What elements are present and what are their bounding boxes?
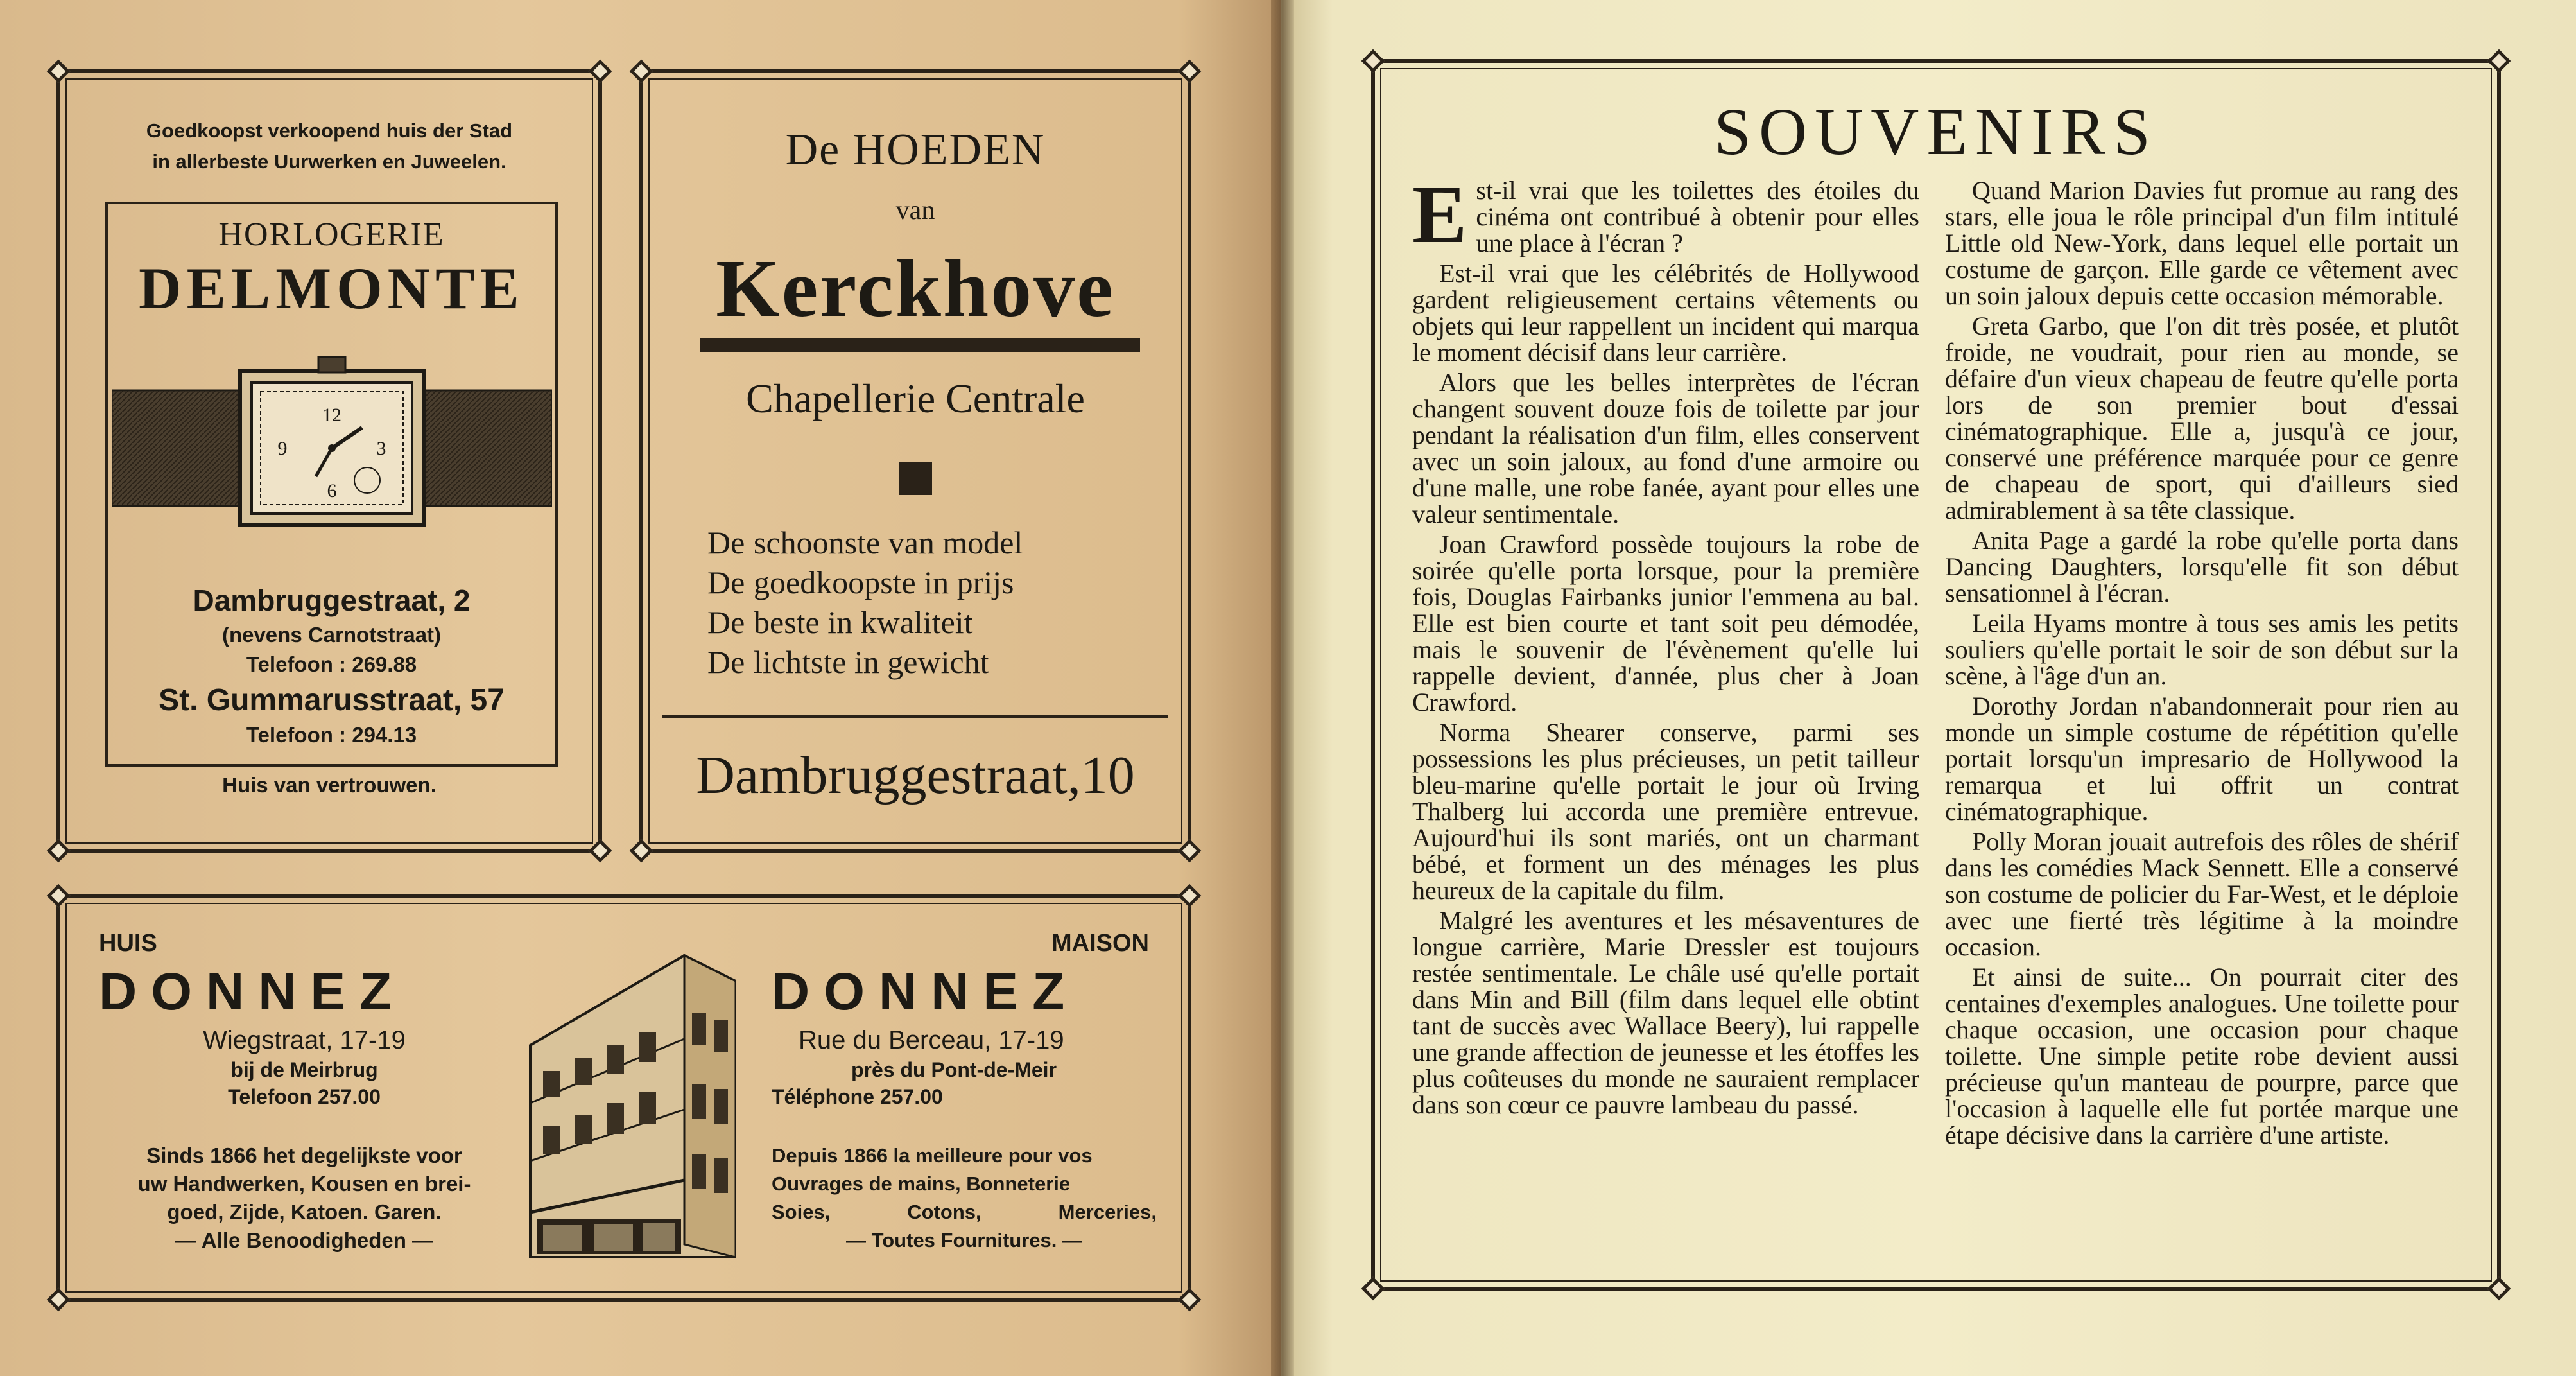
- svg-text:3: 3: [376, 438, 386, 459]
- article-paragraph: Joan Crawford possède toujours la robe de soirée qu'elle porta lorsque, pour la première fois, Douglas Fairbanks junior l'emmena au bal. Elle est bien courte et tant soit peu démodée, mais le souvenir de l'évènement qu'elle lui rappelle devient, d'année, plus cher à Joan Crawford.: [1412, 530, 1919, 717]
- donnez-nl-text-line: uw Handwerken, Kousen en brei-: [137, 1172, 471, 1196]
- article-paragraph: Alors que les belles interprètes de l'écran changent souvent douze fois de toilette par jour pendant la réalisation d'un film, elles conservent avec un soin jaloux, au fond d'une armoire ou d'une malle, une robe fanée, ayant pour elles une valeur sentimentale.: [1412, 368, 1919, 528]
- donnez-nl-text-line: goed, Zijde, Katoen. Garen.: [167, 1200, 442, 1224]
- delmonte-motto: Huis van vertrouwen.: [222, 773, 437, 797]
- donnez-fr-text: [772, 1142, 1157, 1255]
- kerckhove-claim: De lichtste in gewicht: [707, 644, 989, 680]
- article-paragraph: Dorothy Jordan n'abandonnerait pour rien au monde un simple costume de répétition qu'elle portait lorsqu'un impresario de Hollywood la remarqua et lui offrit un contrat cinématographique.: [1945, 692, 2459, 826]
- article-column-1: [1412, 169, 1919, 1122]
- article-paragraph: Est-il vrai que les toilettes des étoiles du cinéma ont contribué à obtenir pour elles une place à l'écran ?: [1412, 169, 1919, 260]
- donnez-nl-street: Wiegstraat, 17-19: [203, 1026, 406, 1054]
- article-paragraph: Malgré les aventures et les mésaventures de longue carrière, Marie Dressler est toujours restée sentimentale. Le châle usé qu'elle portait dans Min and Bill (film dans lequel elle obtint tant de succès avec Wallace Beery), lui rappelle une grande affection de jeunesse et les étoffes les plus coûteuses du monde ne sauraient remplacer dans son cœur ce pauvre lambeau du passé.: [1412, 906, 1919, 1119]
- svg-text:12: 12: [322, 405, 341, 426]
- kerckhove-claim: De goedkoopste in prijs: [707, 564, 1014, 600]
- donnez-nl-text: [92, 1142, 516, 1255]
- kerckhove-divider-bar: [700, 338, 1140, 352]
- donnez-nl-name: DONNEZ: [99, 962, 406, 1021]
- kerckhove-claims: [707, 523, 1125, 682]
- square-ornament-icon: [899, 462, 932, 495]
- donnez-fr-name: DONNEZ: [772, 962, 1079, 1021]
- article-title: SOUVENIRS: [1714, 95, 2158, 169]
- donnez-fr-text-line: — Toutes Fournitures. —: [846, 1229, 1082, 1251]
- kerckhove-address: Dambruggestraat,10: [696, 745, 1135, 805]
- kerckhove-claim: De schoonste van model: [707, 525, 1023, 561]
- article-paragraph: Norma Shearer conserve, parmi ses possessions les plus précieuses, un petit tailleur bleu-marine qu'elle portait le jour où Irving Thalberg lui accorda une première entrevue. Aujourd'hui ils sont mariés, ont un charmant bébé, et forment un des ménages les plus heureux de la capitale du film.: [1412, 718, 1919, 905]
- article-paragraph: Quand Marion Davies fut promue au rang des stars, elle joua le rôle principal d'un film intitulé Little old New-York, dans lequel elle portait un costume de garçon. Elle garde ce vêtement avec un soin jaloux depuis cette occasion mémorable.: [1945, 176, 2459, 310]
- article-paragraph: Anita Page a gardé la robe qu'elle porta dans Dancing Daughters, lorsqu'elle fit son début sensationnel à l'écran.: [1945, 526, 2459, 607]
- article-column-2: [1945, 177, 2459, 1152]
- kerckhove-subtitle: Chapellerie Centrale: [746, 376, 1085, 421]
- svg-text:6: 6: [327, 480, 337, 501]
- article-paragraph: Greta Garbo, que l'on dit très posée, et plutôt froide, ne voudrait, pour rien au monde, se défaire d'un vieux chapeau de feutre qu'elle porta lors de son premier bout d'essai cinématographique. Elle a, jusqu'à ce jour, conservé une préférence marquée pour ce genre de chapeau de sport, qui d'ailleurs sied admirablement à sa tête classique.: [1945, 311, 2459, 525]
- ad-kerckhove: [639, 69, 1191, 853]
- article-frame: [1371, 59, 2501, 1291]
- article-paragraph: Est-il vrai que les célébrités de Hollywood gardent religieusement certains vêtements ou objets qui leur rappellent un incident qui marqua le moment décisif dans leur carrière.: [1412, 259, 1919, 367]
- kerckhove-claim: De beste in kwaliteit: [707, 604, 973, 640]
- delmonte-phone-2: Telefoon : 294.13: [246, 723, 417, 747]
- donnez-nl-text-line: — Alle Benoodigheden —: [175, 1228, 434, 1252]
- donnez-fr-text-line: Depuis 1866 la meilleure pour vos: [772, 1144, 1093, 1167]
- donnez-nl-label: HUIS: [99, 930, 157, 957]
- wristwatch-illustration: [112, 345, 552, 551]
- delmonte-phone-1: Telefoon : 269.88: [246, 652, 417, 676]
- svg-text:9: 9: [277, 438, 288, 459]
- donnez-nl-phone: Telefoon 257.00: [228, 1085, 381, 1108]
- donnez-nl-text-line: Sinds 1866 het degelijkste voor: [146, 1144, 462, 1167]
- delmonte-address-1-note: (nevens Carnotstraat): [221, 623, 442, 647]
- delmonte-inner-box: [105, 202, 558, 767]
- donnez-fr-street: Rue du Berceau, 17-19: [799, 1026, 1064, 1054]
- article-paragraph: Leila Hyams montre à tous ses amis les petits souliers qu'elle portait le soir de son début sur la scène, à l'âge d'un an.: [1945, 609, 2459, 690]
- ad-donnez: [56, 894, 1191, 1302]
- donnez-fr-label: MAISON: [1051, 930, 1149, 957]
- donnez-nl-near: bij de Meirbrug: [230, 1058, 378, 1081]
- delmonte-tagline-1: Goedkoopst verkoopend huis der Stad: [146, 119, 513, 142]
- shop-building-illustration: [524, 943, 736, 1264]
- donnez-fr-near: près du Pont-de-Meir: [851, 1058, 1057, 1081]
- article-paragraph: Et ainsi de suite... On pourrait citer des centaines d'exemples analogues. Une toilette pour chaque occasion, une occasion pour chaque toilette. Une simple petite robe devient aussi précieuse qu'un manteau de pourpre, parce que l'occasion à laquelle elle fut portée marque une étape décisive dans la carrière d'une artiste.: [1945, 962, 2459, 1149]
- kerckhove-name: Kerckhove: [716, 243, 1115, 334]
- book-gutter: [1271, 0, 1294, 1376]
- donnez-fr-text-line: Ouvrages de mains, Bonneterie: [772, 1172, 1071, 1195]
- delmonte-address-1: Dambruggestraat, 2: [193, 584, 471, 617]
- donnez-fr-phone: Téléphone 257.00: [772, 1085, 943, 1108]
- delmonte-tagline-2: in allerbeste Uurwerken en Juweelen.: [152, 150, 506, 173]
- kerckhove-rule: [662, 715, 1168, 718]
- delmonte-address-2: St. Gummarusstraat, 57: [159, 683, 505, 717]
- delmonte-shop-type: HORLOGERIE: [218, 216, 445, 253]
- kerckhove-line-2: van: [895, 196, 935, 225]
- donnez-fr-text-line: Soies, Cotons, Merceries,: [772, 1201, 1157, 1223]
- ad-delmonte: [56, 69, 602, 853]
- delmonte-shop-name: DELMONTE: [139, 256, 524, 321]
- article-paragraph: Polly Moran jouait autrefois des rôles de shérif dans les comédies Mack Sennett. Elle a conservé son costume de policier du Far-West, et le déploie avec une fierté très légitime à la moindre occasion.: [1945, 827, 2459, 961]
- delmonte-tagline: [80, 116, 579, 177]
- kerckhove-line-1: De HOEDEN: [785, 125, 1046, 175]
- drop-cap: E: [1412, 169, 1467, 260]
